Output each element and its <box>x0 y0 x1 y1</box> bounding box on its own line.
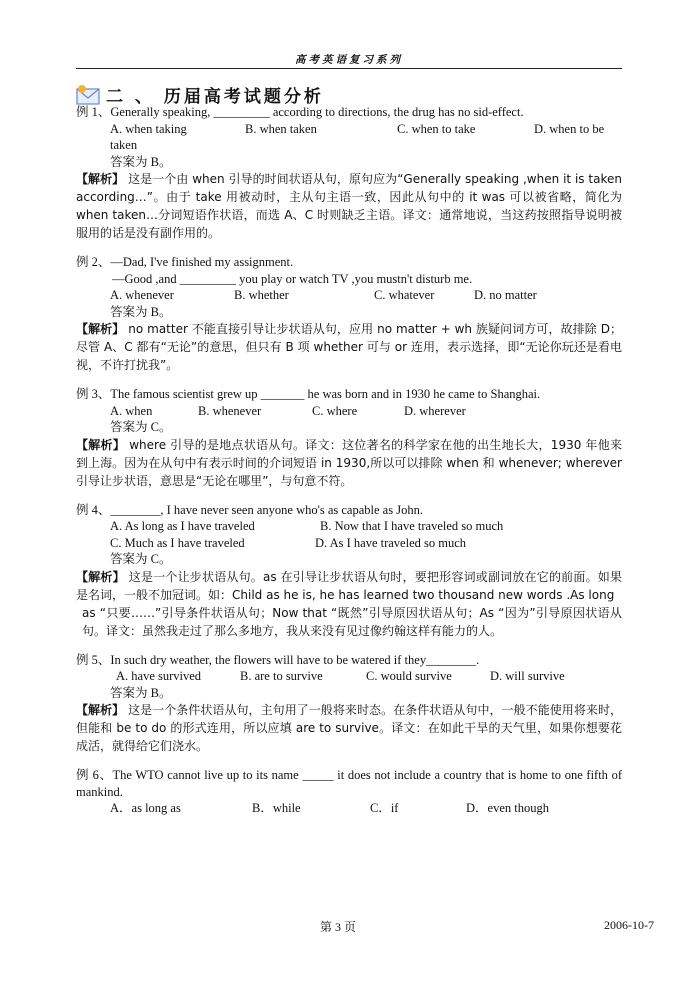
option: C. where <box>312 403 358 418</box>
analysis-text: 这是一个让步状语从句。as 在引导让步状语从句时，要把形容词或副词放在它的前面。如果是名词，一般不加冠词。如：Child as he is, he has learned two thousand new words .As long <box>76 569 622 602</box>
answer-1: 答案为 B。 <box>110 154 172 169</box>
option: C. whatever <box>374 288 435 302</box>
analysis-label: 【解析】 <box>76 703 125 717</box>
options-4b <box>76 535 622 552</box>
running-header: 高考英语复习系列 <box>295 54 403 66</box>
option: C. Much as I have traveled <box>110 535 245 550</box>
question-5: 例 5、In such dry weather, the flowers will have to be watered if they________. <box>76 652 480 667</box>
option-continuation: taken <box>110 138 138 152</box>
option: D．even though <box>466 801 549 815</box>
analysis-text: 这是一个条件状语从句，主句用了一般将来时态。在条件状语从句中，一般不能使用将来时，但能和 be to do 的形式连用，所以应填 are to survive。译文：在如此干旱的天气里，如果你想要花成活，就得给它们浇水。 <box>76 703 622 753</box>
analysis-1 <box>76 170 622 242</box>
question-1: 例 1、Generally speaking, _________ according to directions, the drug has no sid-effect. <box>76 105 524 119</box>
options-6 <box>76 800 622 817</box>
option: C．if <box>370 801 399 815</box>
question-2-line2: —Good ,and _________ you play or watch TV ,you mustn't disturb me. <box>112 271 473 286</box>
option: A. As long as I have traveled <box>110 519 255 533</box>
question-2: 例 2、—Dad, I've finished my assignment. <box>76 255 294 269</box>
option: B. Now that I have traveled so much <box>320 519 504 533</box>
options-2 <box>76 287 622 304</box>
answer-5: 答案为 B。 <box>110 685 172 700</box>
document-body <box>76 104 622 817</box>
analysis-4-cont: as “只要……”引导条件状语从句；Now that “既然”引导原因状语从句；As “因为”引导原因状语从句。译文：虽然我走过了那么多地方，我从来没有见过像约翰这样有能力的人。 <box>82 605 622 638</box>
option: A．as long as <box>110 801 181 815</box>
options-4a <box>76 518 622 535</box>
question-6: 例 6、The WTO cannot live up to its name _____ it does not include a country that is home to one fifth of mankind. <box>76 768 622 799</box>
option: C. would survive <box>366 669 452 683</box>
analysis-text: 这是一个由 when 引导的时间状语从句，原句应为“Generally speaking ,when it is taken according…”。由于 take 用被动时，主从句主语一致，因此从句中的 it was 可以被省略，简化为 when taken…分词短语作状语，而选 A、C 时则缺乏主语。译文：通常地说，当这药按照指导说明被服用的话是没有副作用的。 <box>76 172 622 240</box>
options-1 <box>76 121 622 138</box>
option: B. whenever <box>198 403 262 418</box>
option: A. have survived <box>116 669 202 683</box>
option: D. no matter <box>474 288 537 302</box>
footer-date: 2006-10-7 <box>604 918 654 932</box>
option: D. As I have traveled so much <box>315 535 467 550</box>
envelope-icon <box>76 84 102 106</box>
option: A. whenever <box>110 288 174 302</box>
question-3: 例 3、The famous scientist grew up _______ he was born and in 1930 he came to Shanghai. <box>76 387 541 401</box>
answer-3: 答案为 C。 <box>110 420 172 434</box>
option: A. when <box>110 403 153 418</box>
header-rule <box>76 68 622 69</box>
analysis-label: 【解析】 <box>76 437 126 452</box>
analysis-5 <box>76 701 622 755</box>
option: D. wherever <box>404 403 466 418</box>
options-3 <box>76 403 622 420</box>
analysis-4 <box>76 568 622 604</box>
analysis-label: 【解析】 <box>76 322 125 336</box>
analysis-text: where 引导的是地点状语从句。译文：这位著名的科学家在他的出生地长大，1930 年他来到上海。因为在从句中有表示时间的介词短语 in 1930,所以可以排除 when 和 whenever; wherever 引导让步状语，意思是“无论在哪里”，与句意不符。 <box>76 437 622 488</box>
analysis-2 <box>76 320 622 374</box>
question-4: 例 4、________, I have never seen anyone who's as capable as John. <box>76 502 423 517</box>
option: B. when taken <box>245 121 317 136</box>
page-number: 第 3 页 <box>320 920 357 934</box>
analysis-label: 【解析】 <box>76 569 125 584</box>
option: B. whether <box>234 288 289 302</box>
answer-2: 答案为 B。 <box>110 304 172 319</box>
option: B．while <box>252 801 301 815</box>
analysis-label: 【解析】 <box>76 172 125 186</box>
answer-4: 答案为 C。 <box>110 552 172 566</box>
analysis-3 <box>76 436 622 490</box>
option: C. when to take <box>397 121 476 136</box>
option: D. will survive <box>490 669 565 683</box>
option: B. are to survive <box>240 669 323 683</box>
option: D. when to be <box>534 121 605 136</box>
option: A. when taking <box>110 121 187 136</box>
options-5 <box>76 668 622 685</box>
section-title: 二 、 历届高考试题分析 <box>106 87 324 107</box>
analysis-text: no matter 不能直接引导让步状语从句，应用 no matter + wh 族疑问词方可，故排除 D；尽管 A、C 都有“无论”的意思，但只有 B 项 whether 可与 or 连用，表示选择，即“无论你玩还是看电视，不许打扰我”。 <box>76 322 622 372</box>
